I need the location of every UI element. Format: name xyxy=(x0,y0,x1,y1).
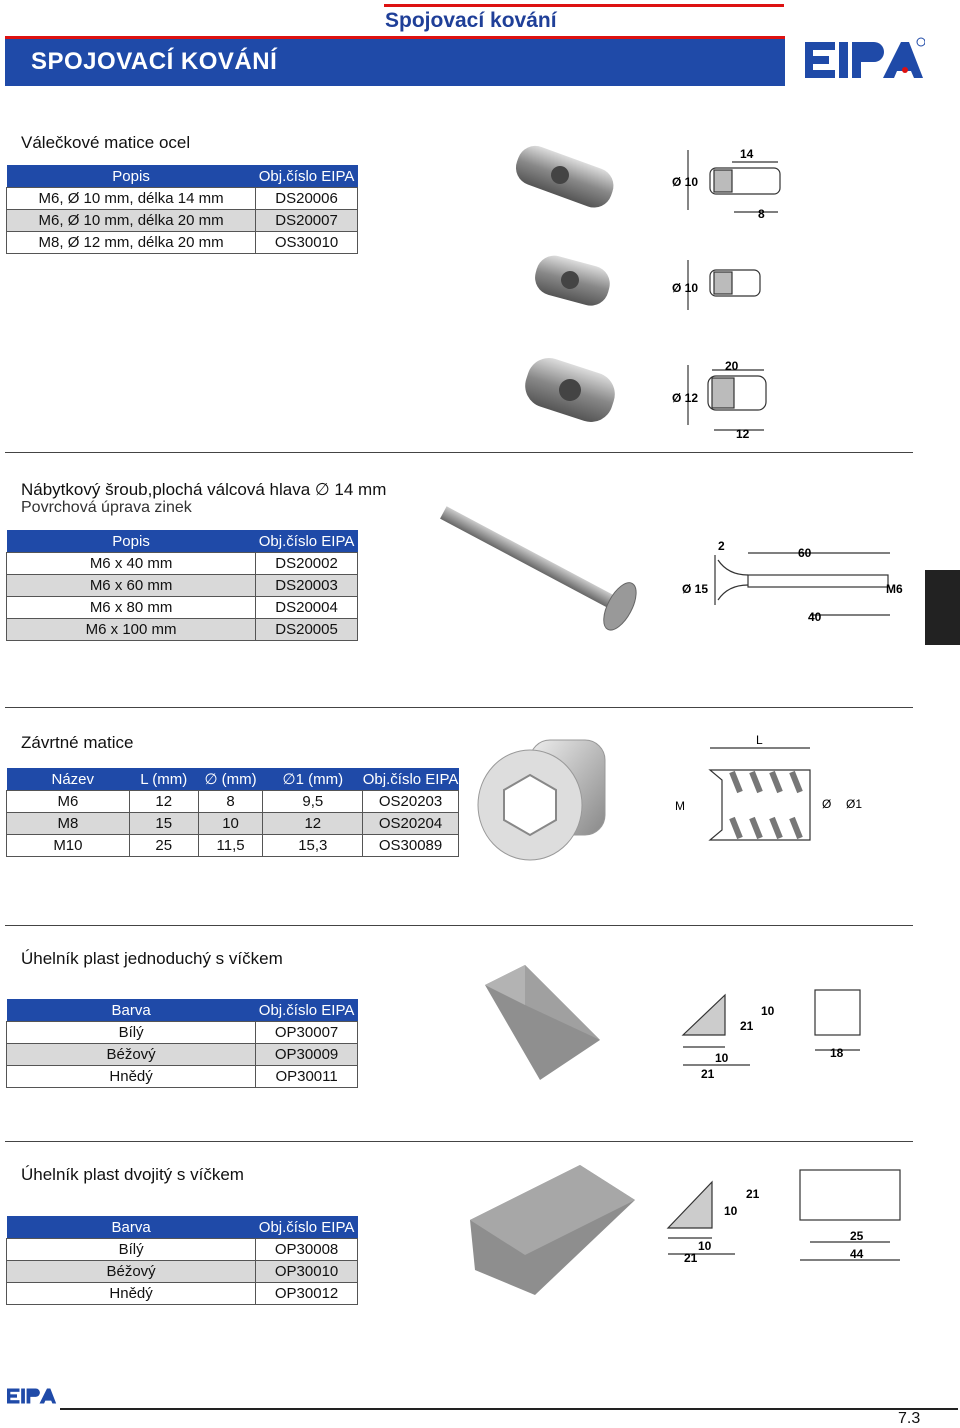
cell-code: DS20002 xyxy=(256,553,358,575)
table-row xyxy=(7,619,358,641)
cell-code: OP30011 xyxy=(256,1066,358,1088)
dim-label: Ø 10 xyxy=(672,281,699,295)
cell-length: 15 xyxy=(129,813,198,835)
page-header-title: Spojovací kování xyxy=(385,9,557,32)
cell-diameter: 8 xyxy=(198,791,263,813)
cell-code: OP30008 xyxy=(256,1239,358,1261)
cell-description: M6, Ø 10 mm, délka 20 mm xyxy=(7,210,256,232)
cell-color: Hnědý xyxy=(7,1066,256,1088)
section-title-single-bracket: Úhelník plast jednoduchý s víčkem xyxy=(21,949,283,968)
cell-length: 25 xyxy=(129,835,198,857)
dim-label: Ø 15 xyxy=(682,582,709,596)
cell-diameter: 11,5 xyxy=(198,835,263,857)
table-row xyxy=(7,232,358,254)
roller-nuts-photo xyxy=(500,135,630,435)
furniture-screw-table xyxy=(6,530,358,641)
cell-length: 12 xyxy=(129,791,198,813)
dim-label: 8 xyxy=(758,207,765,221)
table-row xyxy=(7,1022,358,1044)
cell-code: OP30009 xyxy=(256,1044,358,1066)
eipa-logo xyxy=(805,36,925,84)
cell-code: OP30007 xyxy=(256,1022,358,1044)
cell-code: DS20003 xyxy=(256,575,358,597)
cell-code: DS20005 xyxy=(256,619,358,641)
single-bracket-photo xyxy=(470,955,620,1090)
dim-label: 10 xyxy=(698,1239,712,1253)
table-row xyxy=(7,1066,358,1088)
header-red-line xyxy=(384,4,784,7)
col-header: Obj.číslo EIPA xyxy=(256,1216,358,1239)
footer-eipa-logo xyxy=(7,1385,57,1407)
cell-description: M8, Ø 12 mm, délka 20 mm xyxy=(7,232,256,254)
single-bracket-table xyxy=(6,999,358,1088)
dim-label: 40 xyxy=(808,610,822,624)
dim-label: Ø1 xyxy=(846,797,863,811)
table-row xyxy=(7,1044,358,1066)
cell-code: OS30010 xyxy=(256,232,358,254)
cell-code: OS20204 xyxy=(363,813,459,835)
col-header: ∅1 (mm) xyxy=(263,768,363,791)
cell-color: Bílý xyxy=(7,1239,256,1261)
cell-description: M6, Ø 10 mm, délka 14 mm xyxy=(7,188,256,210)
insert-nut-photo xyxy=(470,725,620,865)
dim-label: 14 xyxy=(740,147,754,161)
double-bracket-photo xyxy=(465,1160,645,1310)
col-header: Obj.číslo EIPA xyxy=(363,768,459,791)
dim-label: 21 xyxy=(746,1187,760,1201)
cell-description: M6 x 100 mm xyxy=(7,619,256,641)
cell-description: M6 x 60 mm xyxy=(7,575,256,597)
cell-code: OS30089 xyxy=(363,835,459,857)
cell-code: OS20203 xyxy=(363,791,459,813)
section-divider xyxy=(5,1141,913,1142)
furniture-screw-photo xyxy=(440,505,660,635)
section-divider xyxy=(5,925,913,926)
dim-label: 18 xyxy=(830,1046,844,1060)
dim-label: Ø 10 xyxy=(672,175,699,189)
col-header: Název xyxy=(7,768,130,791)
cell-color: Bílý xyxy=(7,1022,256,1044)
cell-name: M8 xyxy=(7,813,130,835)
section-title-double-bracket: Úhelník plast dvojitý s víčkem xyxy=(21,1165,244,1184)
dim-label: 2 xyxy=(718,539,725,553)
section-title-insert-nuts: Závrtné matice xyxy=(21,733,134,752)
section-divider xyxy=(5,707,913,708)
roller-nuts-table xyxy=(6,165,358,254)
roller-nuts-drawing xyxy=(670,140,800,440)
section-title-furniture-screw: Nábytkový šroub,plochá válcová hlava ∅ 14 mm xyxy=(21,480,387,499)
cell-color: Béžový xyxy=(7,1044,256,1066)
banner-title: SPOJOVACÍ KOVÁNÍ xyxy=(31,48,278,75)
page-number: 7.3 xyxy=(898,1410,921,1427)
col-header: ∅ (mm) xyxy=(198,768,263,791)
cell-name: M6 xyxy=(7,791,130,813)
dim-label: 21 xyxy=(701,1067,715,1081)
table-row xyxy=(7,835,459,857)
dim-label: M6 xyxy=(886,582,903,596)
dim-label: 20 xyxy=(725,359,739,373)
cell-diameter1: 15,3 xyxy=(263,835,363,857)
col-header: Popis xyxy=(7,530,256,553)
dim-label: 21 xyxy=(740,1019,754,1033)
table-row xyxy=(7,813,459,835)
cell-code: DS20006 xyxy=(256,188,358,210)
table-row xyxy=(7,791,459,813)
chapter-tab xyxy=(925,570,960,645)
double-bracket-drawing xyxy=(660,1160,910,1270)
dim-label: Ø 12 xyxy=(672,391,699,405)
col-header: Obj.číslo EIPA xyxy=(256,999,358,1022)
cell-diameter1: 9,5 xyxy=(263,791,363,813)
col-header: Popis xyxy=(7,165,256,188)
cell-code: DS20004 xyxy=(256,597,358,619)
footer-rule xyxy=(60,1408,958,1410)
single-bracket-drawing xyxy=(675,985,875,1085)
table-row xyxy=(7,553,358,575)
section-subtitle-finish: Povrchová úprava zinek xyxy=(21,499,192,516)
table-row xyxy=(7,1239,358,1261)
cell-color: Hnědý xyxy=(7,1283,256,1305)
dim-label: 10 xyxy=(715,1051,729,1065)
section-title-roller-nuts: Válečkové matice ocel xyxy=(21,133,191,152)
table-row xyxy=(7,1261,358,1283)
cell-code: OP30010 xyxy=(256,1261,358,1283)
section-divider xyxy=(5,452,913,453)
dim-label: 10 xyxy=(761,1004,775,1018)
dim-label: 12 xyxy=(736,427,750,440)
dim-label: L xyxy=(756,733,763,747)
dim-label: 44 xyxy=(850,1247,864,1261)
col-header: Barva xyxy=(7,999,256,1022)
col-header: L (mm) xyxy=(129,768,198,791)
dim-label: 25 xyxy=(850,1229,864,1243)
table-row xyxy=(7,1283,358,1305)
dim-label: M xyxy=(675,799,685,813)
col-header: Barva xyxy=(7,1216,256,1239)
dim-label: 21 xyxy=(684,1251,698,1265)
cell-diameter: 10 xyxy=(198,813,263,835)
cell-code: DS20007 xyxy=(256,210,358,232)
table-row xyxy=(7,188,358,210)
col-header: Obj.číslo EIPA xyxy=(256,165,358,188)
insert-nut-drawing xyxy=(670,730,870,850)
furniture-screw-drawing xyxy=(680,535,910,625)
table-row xyxy=(7,210,358,232)
dim-label: 10 xyxy=(724,1204,738,1218)
cell-diameter1: 12 xyxy=(263,813,363,835)
cell-description: M6 x 80 mm xyxy=(7,597,256,619)
dim-label: 60 xyxy=(798,546,812,560)
table-row xyxy=(7,575,358,597)
cell-color: Béžový xyxy=(7,1261,256,1283)
cell-code: OP30012 xyxy=(256,1283,358,1305)
insert-nuts-table xyxy=(6,768,459,857)
double-bracket-table xyxy=(6,1216,358,1305)
cell-name: M10 xyxy=(7,835,130,857)
table-row xyxy=(7,597,358,619)
dim-label: Ø xyxy=(822,797,832,811)
cell-description: M6 x 40 mm xyxy=(7,553,256,575)
col-header: Obj.číslo EIPA xyxy=(256,530,358,553)
